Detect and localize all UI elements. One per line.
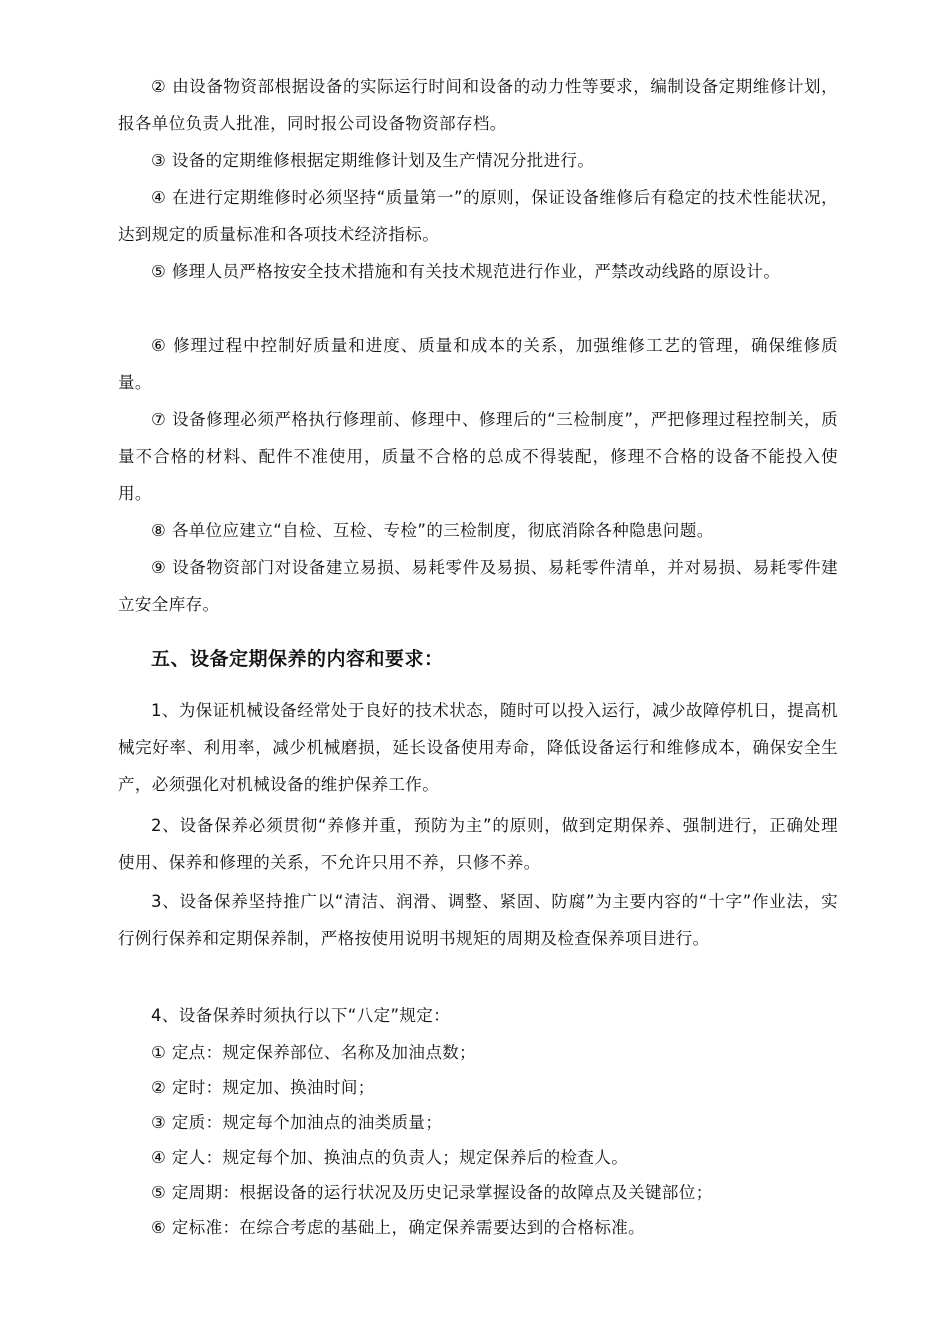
rule-item-2: ② 定时：规定加、换油时间； [151,1078,375,1097]
paragraph-item-7: ⑦ 设备修理必须严格执行修理前、修理中、修理后的“三检制度”，严把修理过程控制关，质量不合格的材料、配件不准使用，质量不合格的总成不得装配，修理不合格的设备不能投入使用。 [118,410,838,503]
rule-item-3: ③ 定质：规定每个加油点的油类质量； [151,1113,443,1132]
paragraph-maintenance-4: 4、设备保养时须执行以下“八定”规定： [151,1006,451,1025]
rule-item-4: ④ 定人：规定每个加、换油点的负责人；规定保养后的检查人。 [151,1148,629,1167]
paragraph-item-8: ⑧ 各单位应建立“自检、互检、专检”的三检制度，彻底消除各种隐患问题。 [151,521,714,540]
paragraph-item-5: ⑤ 修理人员严格按安全技术措施和有关技术规范进行作业，严禁改动线路的原设计。 [151,262,781,281]
paragraph-item-6: ⑥ 修理过程中控制好质量和进度、质量和成本的关系，加强维修工艺的管理，确保维修质量。 [118,336,838,392]
section-heading: 五、设备定期保养的内容和要求： [151,648,444,670]
paragraph-item-3: ③ 设备的定期维修根据定期维修计划及生产情况分批进行。 [151,151,595,170]
rule-item-6: ⑥ 定标准：在综合考虑的基础上，确定保养需要达到的合格标准。 [151,1218,646,1237]
paragraph-item-2: ② 由设备物资部根据设备的实际运行时间和设备的动力性等要求，编制设备定期维修计划，报各单位负责人批准，同时报公司设备物资部存档。 [118,77,838,133]
rule-item-1: ① 定点：规定保养部位、名称及加油点数； [151,1043,477,1062]
paragraph-item-9: ⑨ 设备物资部门对设备建立易损、易耗零件及易损、易耗零件清单，并对易损、易耗零件建立安全库存。 [118,558,838,614]
paragraph-item-4: ④ 在进行定期维修时必须坚持“质量第一”的原则，保证设备维修后有稳定的技术性能状况，达到规定的质量标准和各项技术经济指标。 [118,188,838,244]
paragraph-maintenance-1: 1、为保证机械设备经常处于良好的技术状态，随时可以投入运行，减少故障停机日，提高机械完好率、利用率，减少机械磨损，延长设备使用寿命，降低设备运行和维修成本，确保安全生产，必须强化对机械设备的维护保养工作。 [118,701,838,794]
paragraph-maintenance-2: 2、设备保养必须贯彻“养修并重，预防为主”的原则，做到定期保养、强制进行，正确处理使用、保养和修理的关系，不允许只用不养，只修不养。 [118,816,838,872]
paragraph-maintenance-3: 3、设备保养坚持推广以“清洁、润滑、调整、紧固、防腐”为主要内容的“十字”作业法，实行例行保养和定期保养制，严格按使用说明书规矩的周期及检查保养项目进行。 [118,892,838,948]
rule-item-5: ⑤ 定周期：根据设备的运行状况及历史记录掌握设备的故障点及关键部位； [151,1183,713,1202]
